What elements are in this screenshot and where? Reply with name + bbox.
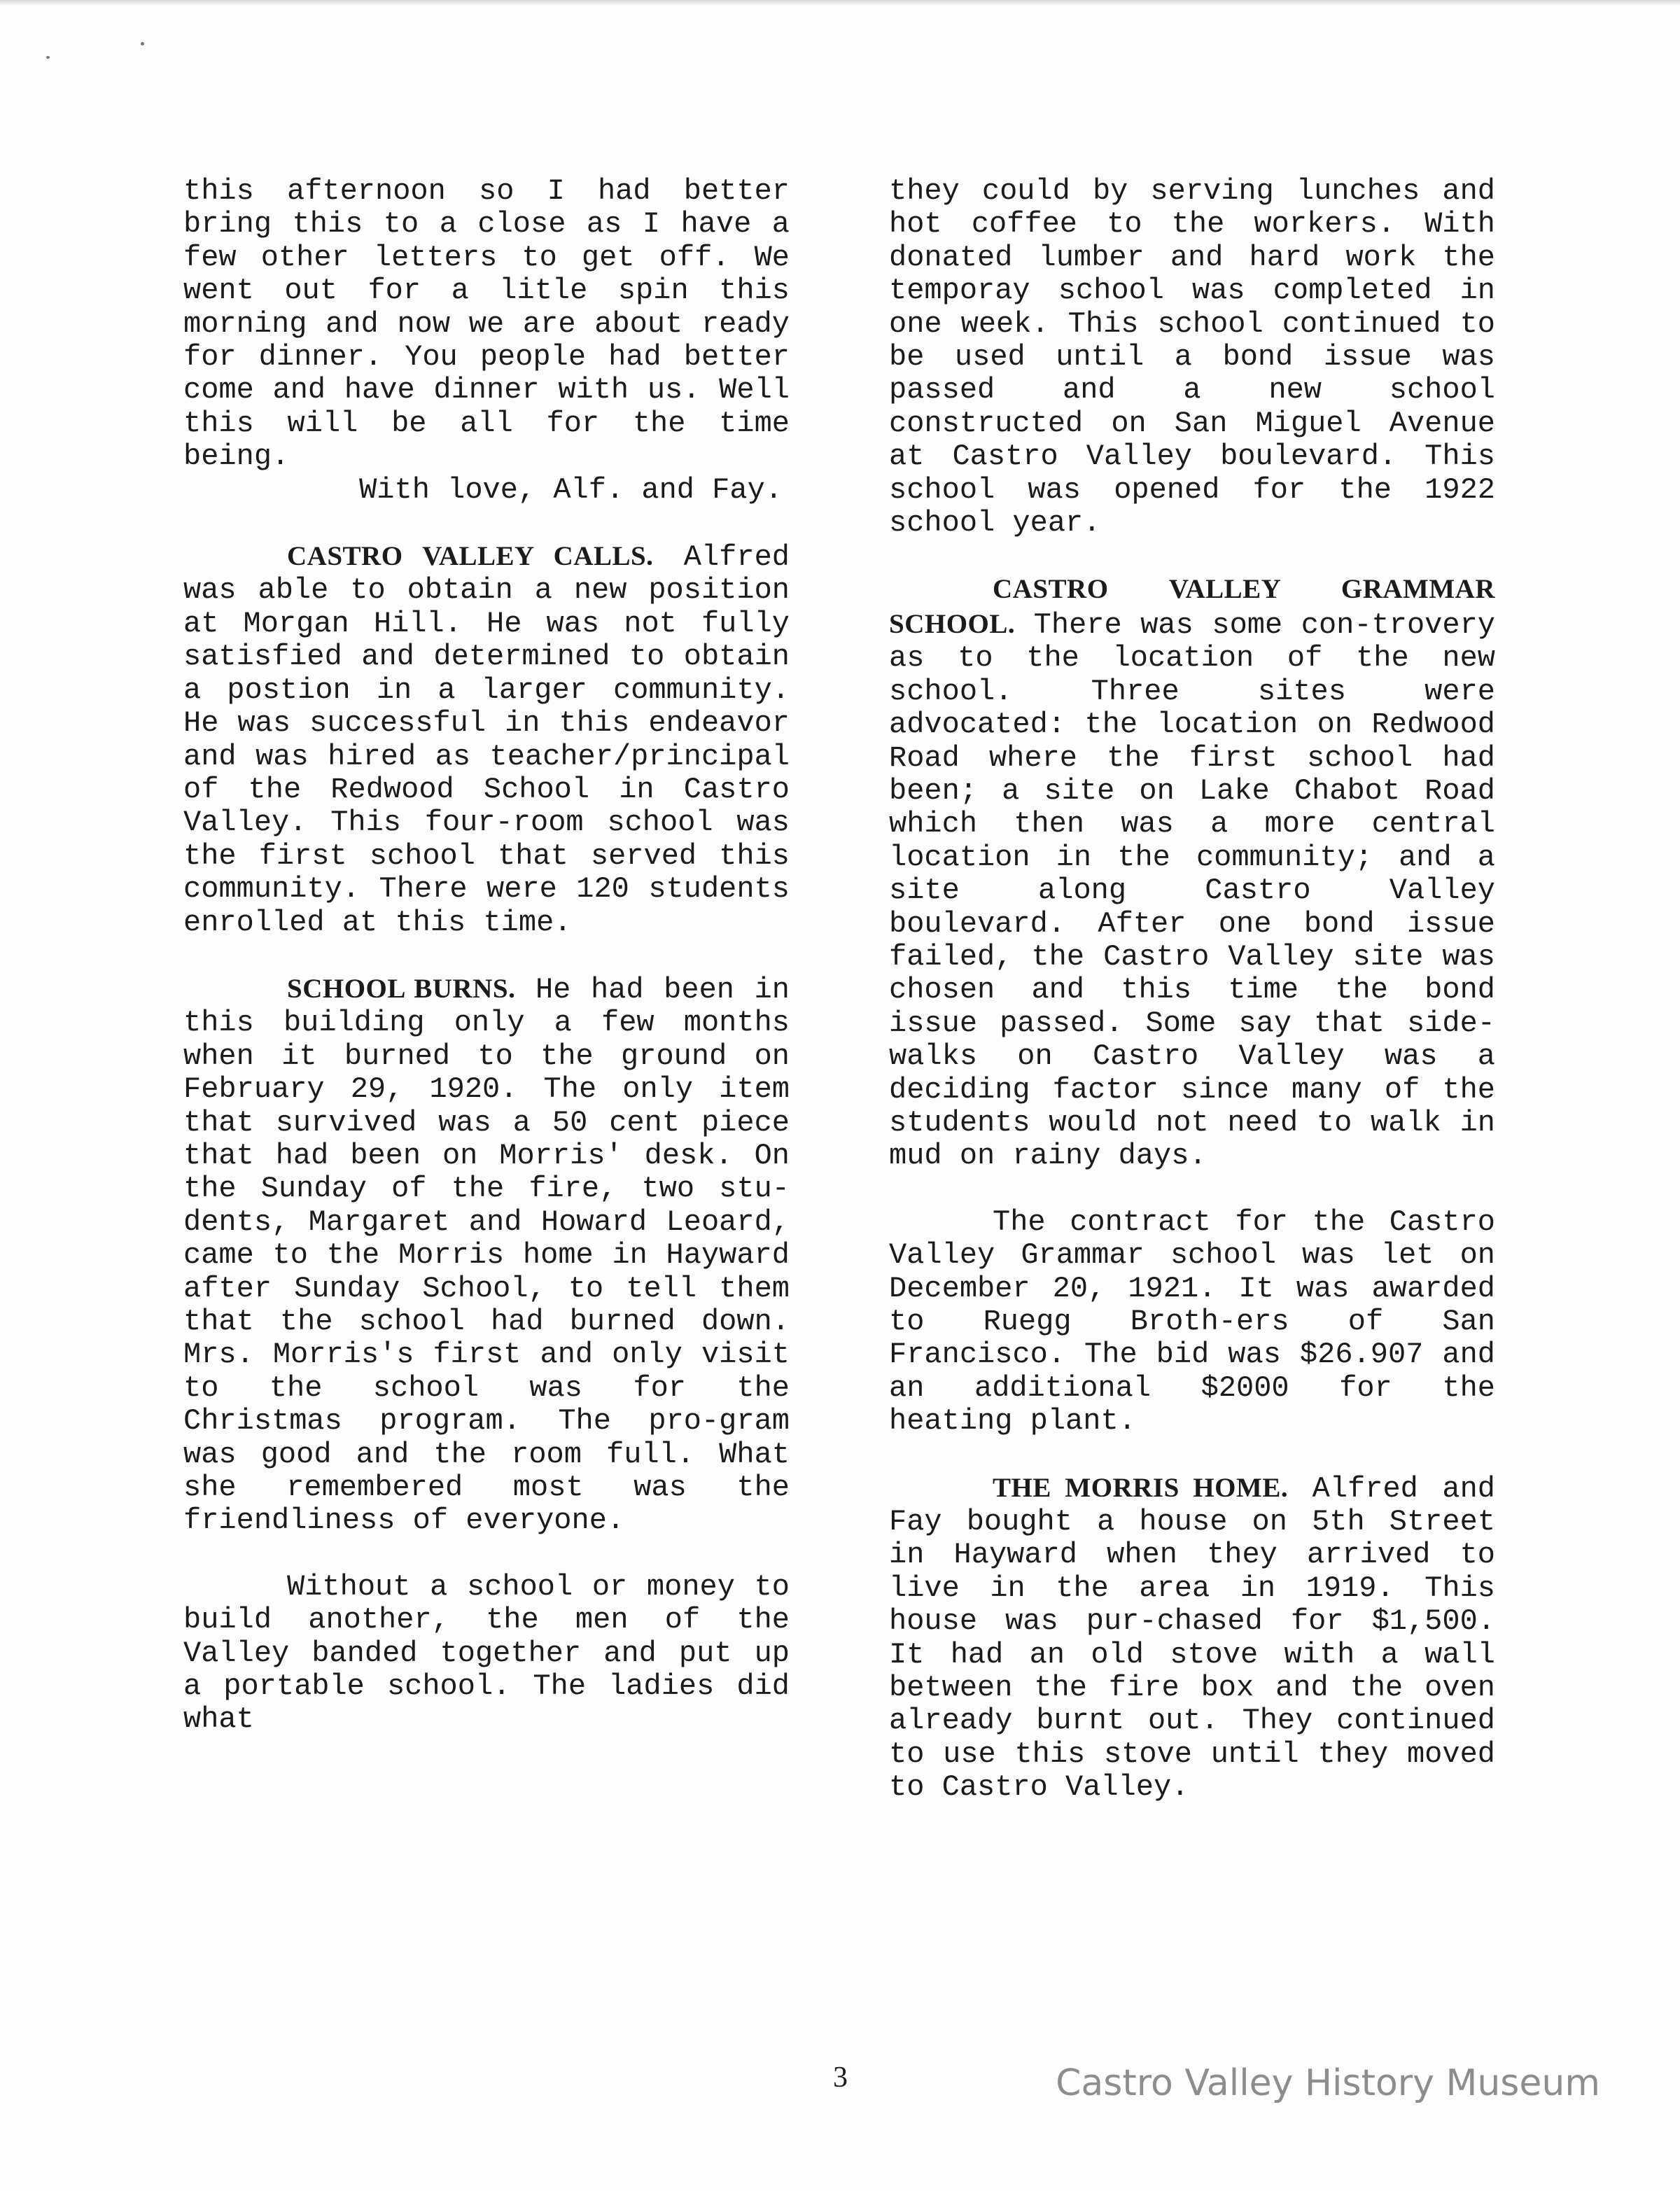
left-column — [183, 175, 790, 1770]
section-heading: SCHOOL BURNS. — [287, 973, 516, 1004]
continued-paragraph: they could by serving lunches and hot coffee to the workers. With donated lumber and hard work the temporay school was completed in one week. This school continued to be used until a bond issue was passed and a new school constructed on San Miguel Avenue at Castro Valley boulevard. This school was opened for the 1922 school year. — [889, 174, 1495, 540]
section-heading: THE MORRIS HOME. — [993, 1472, 1289, 1503]
scan-edge — [0, 0, 1680, 6]
section-body: Without a school or money to build another, the men of the Valley banded together and put up a portable school. The ladies did what — [183, 1569, 790, 1737]
section-body: Alfred and Fay bought a house on 5th Street in Hayward when they arrived to live in the area in 1919. This house was pur-chased for $1,500. It had an old stove with a wall between the fire box and the oven already burnt out. They continued to use this stove until they moved to Castro Valley. — [889, 1471, 1495, 1805]
section-castro-valley-calls — [183, 540, 790, 939]
section-body: The contract for the Castro Valley Grammar school was let on December 20, 1921. It was awarded to Ruegg Broth-ers of San Francisco. The bid was $26.907 and an additional $2000 for the heating plant. — [889, 1205, 1495, 1438]
section-body: He had been in this building only a few months when it burned to the ground on February 29, 1920. The only item that survived was a 50 cent piece that had been on Morris' desk. On the Sunday of the fire, two stu-dents, Margaret and Howard Leoard, came to the Morris home in Hayward after Sunday School, to tell them that the school had burned down. Mrs. Morris's first and only visit to the school was for the Christmas program. The pro-gram was good and the room full. What she remembered most was the friendliness of everyone. — [183, 972, 790, 1538]
scan-speck — [46, 56, 50, 59]
section-portable-school — [183, 1571, 790, 1737]
section-grammar-school — [889, 573, 1495, 1172]
museum-watermark: Castro Valley History Museum — [1056, 2062, 1600, 2104]
scan-speck — [141, 42, 144, 46]
page-number: 3 — [833, 2062, 848, 2094]
section-heading: CASTRO VALLEY GRAMMAR SCHOOL. — [889, 574, 1495, 639]
section-school-burns — [183, 972, 790, 1538]
section-body: There was some con-trovery as to the location of the new school. Three sites were advocated: the location on Redwood Road where the first school had been; a site on Lake Chabot Road which then was a more central location in the community; and a site along Castro Valley boulevard. After one bond issue failed, the Castro Valley site was chosen and this time the bond issue passed. Some say that side-walks on Castro Valley was a deciding factor since many of the students would not need to walk in mud on rainy days. — [889, 608, 1495, 1173]
section-body: Alfred was able to obtain a new position at Morgan Hill. He was not fully satisfied and determined to obtain a postion in a larger community. He was successful in this endeavor and was hired as teacher/principal of the Redwood School in Castro Valley. This four-room school was the first school that served this community. There were 120 students enrolled at this time. — [183, 540, 790, 939]
section-morris-home — [889, 1471, 1495, 1805]
right-column — [889, 175, 1495, 1837]
section-heading: CASTRO VALLEY CALLS. — [287, 541, 654, 572]
letter-signature-text: With love, Alf. and Fay. — [359, 472, 783, 507]
section-contract — [889, 1206, 1495, 1438]
letter-body: this afternoon so I had better bring this to a close as I have a few other letters to get off. We went out for a litle spin this morning and now we are about ready for dinner. You people had better come and have dinner with us. Well this will be all for the time being. — [183, 174, 790, 474]
letter-signature — [183, 474, 790, 507]
